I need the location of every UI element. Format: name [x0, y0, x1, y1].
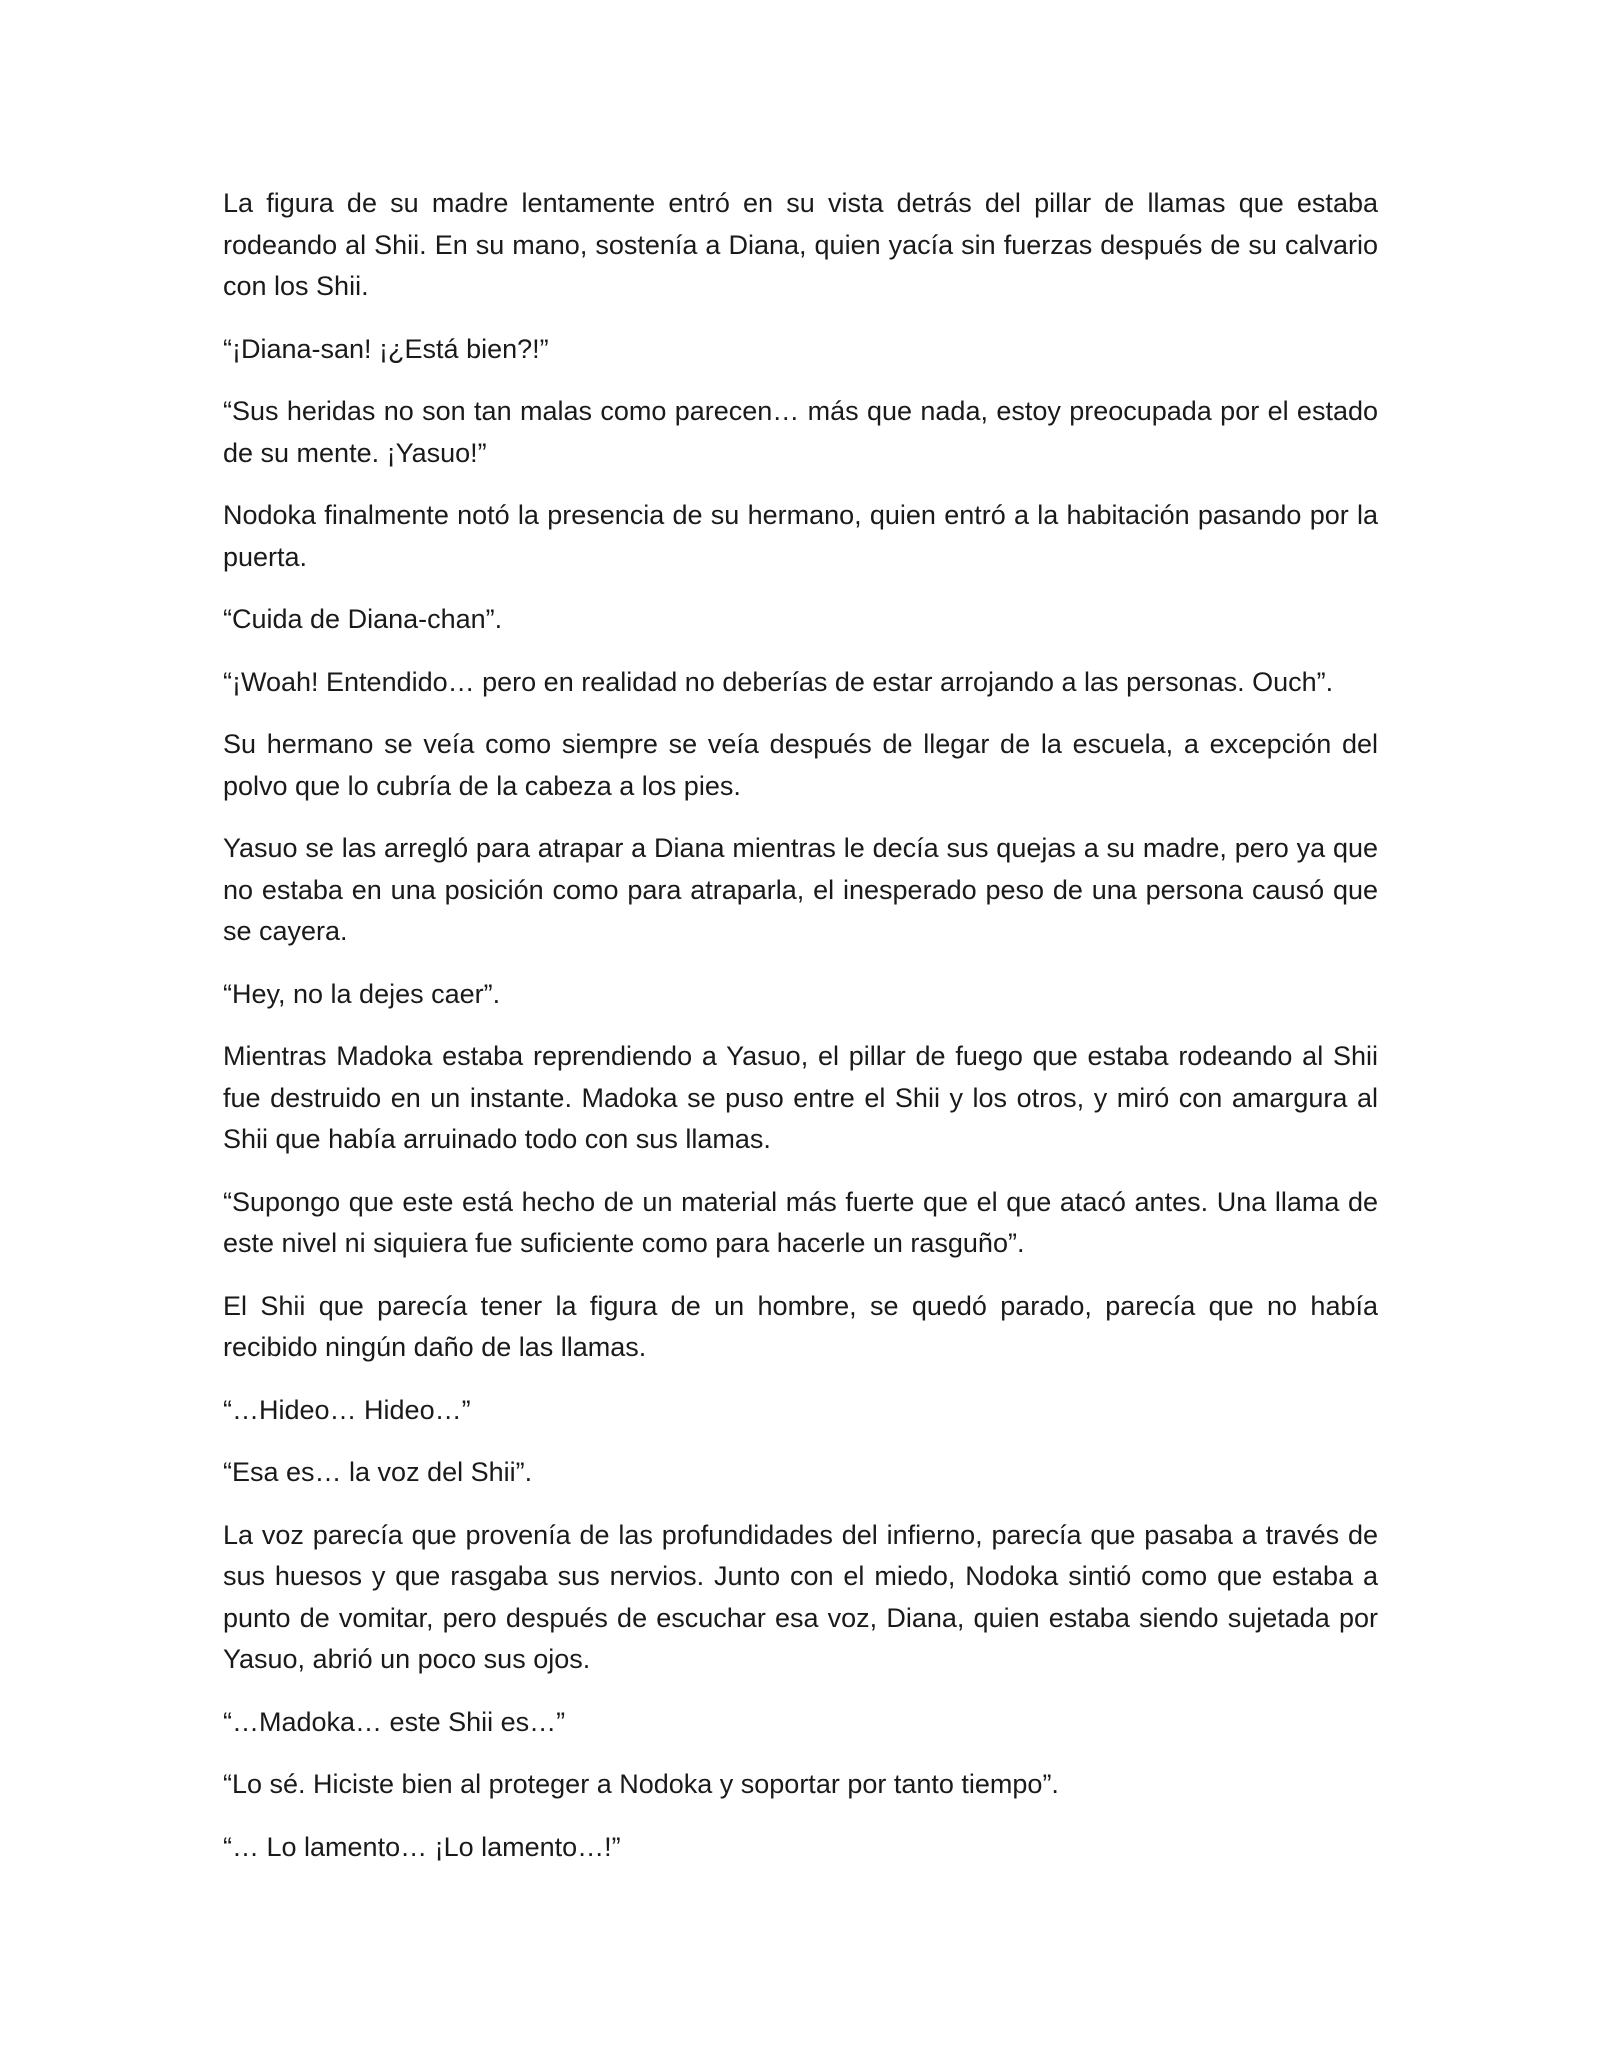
paragraph-8: Yasuo se las arregló para atrapar a Diana mientras le decía sus quejas a su madre, pero ya que no estaba en una posición como para atraparla, el inesperado peso de una persona causó que se cayera. [223, 833, 1378, 946]
paragraph-15: La voz parecía que provenía de las profundidades del infierno, parecía que pasaba a través de sus huesos y que rasgaba sus nervios. Junto con el miedo, Nodoka sintió como que estaba a punto de vomitar, pero después de escuchar esa voz, Diana, quien estaba siendo sujetada por Yasuo, abrió un poco sus ojos. [223, 1519, 1378, 1674]
paragraph-2: “¡Diana-san! ¡¿Está bien?!” [223, 333, 549, 364]
paragraph-9: “Hey, no la dejes caer”. [223, 978, 501, 1009]
paragraph-16: “…Madoka… este Shii es…” [223, 1706, 566, 1737]
paragraph-10: Mientras Madoka estaba reprendiendo a Yasuo, el pillar de fuego que estaba rodeando al Shii fue destruido en un instante. Madoka se puso entre el Shii y los otros, y miró con amargura al Shii que había arruinado todo con sus llamas. [223, 1041, 1378, 1154]
paragraph-6: “¡Woah! Entendido… pero en realidad no deberías de estar arrojando a las personas. Ouch”. [223, 666, 1334, 697]
paragraph-3: “Sus heridas no son tan malas como parecen… más que nada, estoy preocupada por el estado de su mente. ¡Yasuo!” [223, 396, 1378, 468]
paragraph-1: La figura de su madre lentamente entró en su vista detrás del pillar de llamas que estaba rodeando al Shii. En su mano, sostenía a Diana, quien yacía sin fuerzas después de su calvario con los Shii. [223, 188, 1378, 301]
paragraph-11: “Supongo que este está hecho de un material más fuerte que el que atacó antes. Una llama de este nivel ni siquiera fue suficiente como para hacerle un rasguño”. [223, 1186, 1378, 1258]
paragraph-18: “… Lo lamento… ¡Lo lamento…!” [223, 1831, 621, 1862]
paragraph-5: “Cuida de Diana-chan”. [223, 604, 503, 634]
paragraph-17: “Lo sé. Hiciste bien al proteger a Nodoka y soportar por tanto tiempo”. [223, 1769, 1059, 1799]
paragraph-13: “…Hideo… Hideo…” [223, 1394, 471, 1425]
paragraph-4: Nodoka finalmente notó la presencia de su hermano, quien entró a la habitación pasando por la puerta. [223, 500, 1378, 572]
paragraph-14: “Esa es… la voz del Shii”. [223, 1457, 533, 1487]
document-page [223, 183, 1378, 1868]
paragraph-7: Su hermano se veía como siempre se veía después de llegar de la escuela, a excepción del polvo que lo cubría de la cabeza a los pies. [223, 729, 1378, 801]
paragraph-12: El Shii que parecía tener la figura de un hombre, se quedó parado, parecía que no había recibido ningún daño de las llamas. [223, 1290, 1378, 1362]
